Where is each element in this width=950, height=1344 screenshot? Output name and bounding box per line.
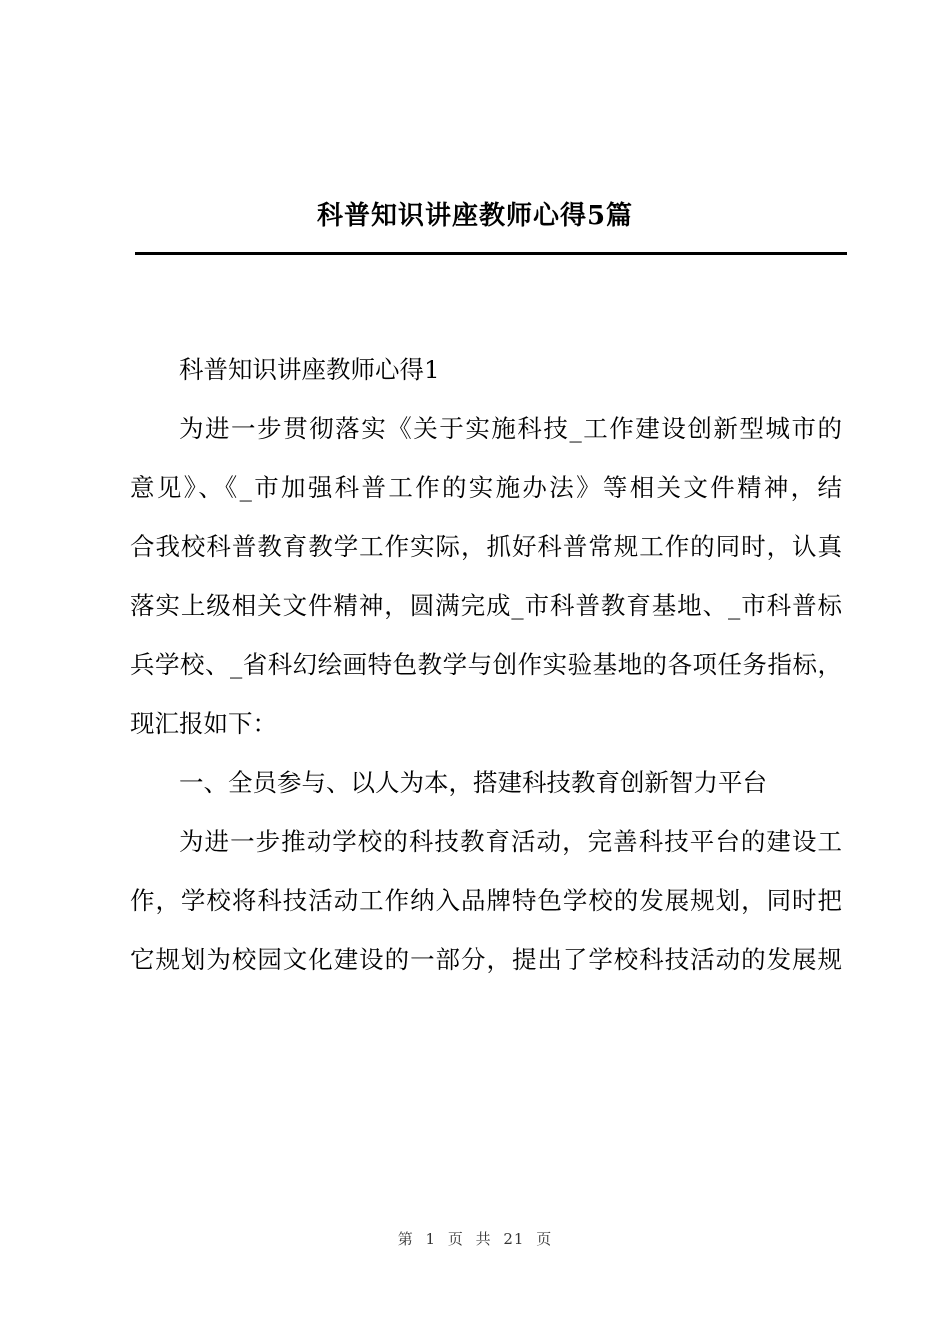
paragraph-line: 落实上级相关文件精神，圆满完成_市科普教育基地、_市科普标: [130, 591, 842, 620]
paragraph-line: 为进一步贯彻落实《关于实施科技_工作建设创新型城市的: [179, 414, 842, 443]
paragraph-line: 作，学校将科技活动工作纳入品牌特色学校的发展规划，同时把: [130, 886, 842, 915]
section-heading: 科普知识讲座教师心得1: [179, 355, 440, 384]
paragraph-line: 现汇报如下：: [130, 709, 277, 738]
document-body: [130, 340, 842, 989]
document-title: 科普知识讲座教师心得5篇: [316, 201, 634, 231]
paragraph-line: 它规划为校园文化建设的一部分，提出了学校科技活动的发展规: [130, 945, 842, 974]
paragraph-line: 意见》、《_市加强科普工作的实施办法》等相关文件精神，结: [130, 473, 842, 502]
title-underline: [135, 252, 847, 255]
paragraph-line: 为进一步推动学校的科技教育活动，完善科技平台的建设工: [179, 827, 842, 856]
page-number-footer: 第 1 页 共 21 页: [397, 1230, 553, 1248]
subsection-heading: 一、全员参与、以人为本，搭建科技教育创新智力平台: [179, 768, 767, 797]
paragraph-line: 兵学校、_省科幻绘画特色教学与创作实验基地的各项任务指标，: [130, 650, 842, 679]
paragraph-line: 合我校科普教育教学工作实际，抓好科普常规工作的同时，认真: [130, 532, 842, 561]
